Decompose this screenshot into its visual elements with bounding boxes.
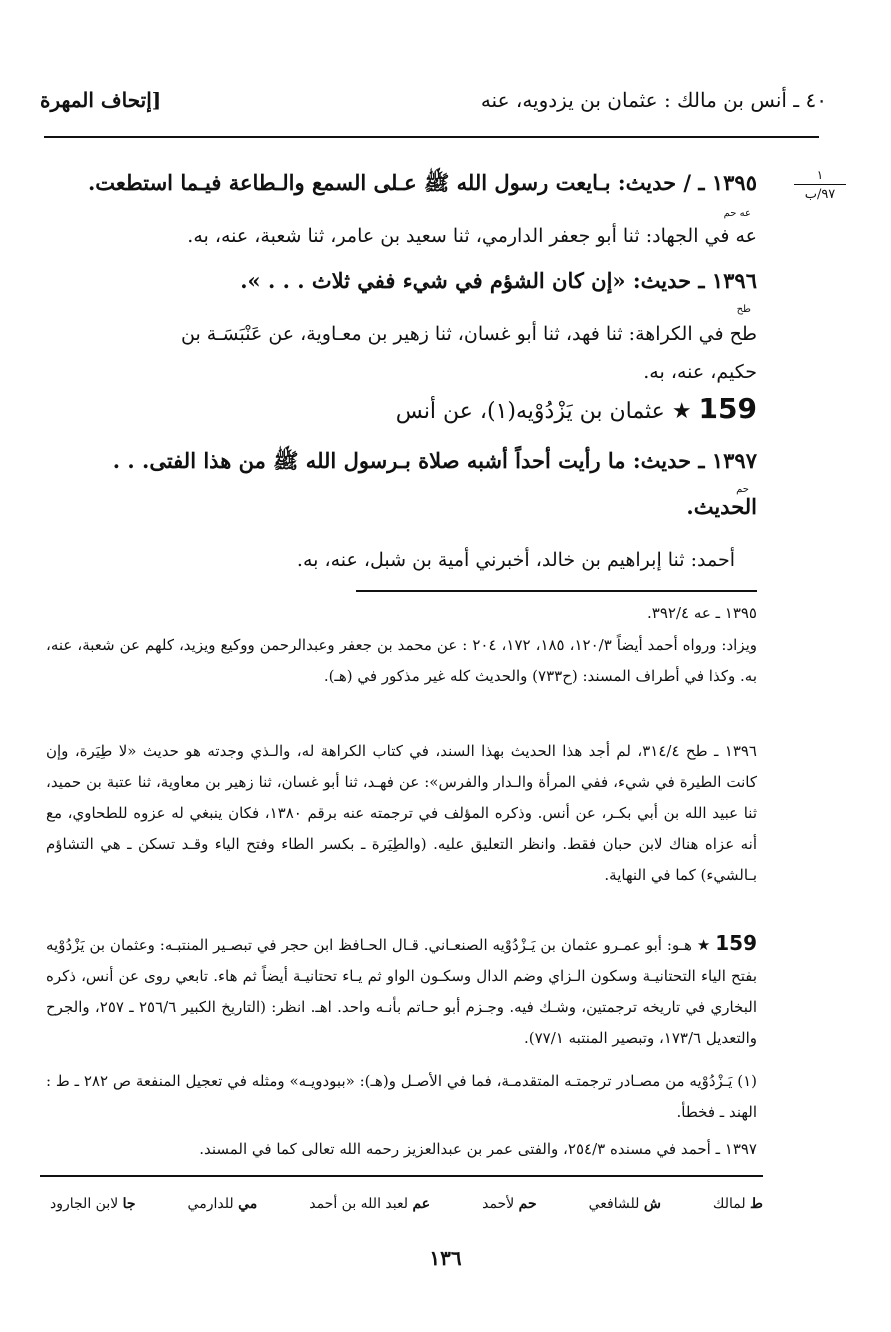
hadith-1396-mark: طح [736, 304, 751, 315]
hadith-1396-isnad-2: حكيم، عنه، به. [643, 361, 757, 383]
footnote-1395: ويزاد: ورواه أحمد أيضاً ١٢٠/٣، ١٨٥، ١٧٢، ٢٠٤ : عن محمد بن جعفر وعبدالرحمن ووكيع ويزيد، كلهم عن شعبة، عنه، به. وكذا في أطراف المسند: (ح٧٣٣) والحديث كله غير مذكور في (هـ). [46, 636, 758, 685]
header-divider [44, 136, 819, 138]
folio-line [794, 184, 846, 185]
hadith-1395-isnad: عه في الجهاد: ثنا أبو جعفر الدارمي، ثنا سعيد بن عامر، ثنا شعبة، عنه، به. [187, 225, 757, 247]
abbreviations-key [50, 1196, 763, 1222]
section-title: ٤٠ ـ أنس بن مالك : عثمان بن يزدويه، عنه [480, 88, 827, 112]
hadith-1395: ١٣٩٥ ـ / حديث: بـايعت رسول الله ﷺ عـلى السمع والـطاعة فيـما استطعت. [87, 170, 757, 195]
footnote-1396: ١٣٩٦ ـ طح ٣١٤/٤، لم أجد هذا الحديث بهذا السند، في كتاب الكراهة له، والـذي وجدته هو حديث «لا طِيَرة، وإن كانت الطيرة في شيء، ففي المرأة والـدار والفرس»: عن فهـد، ثنا أبو غسان، ثنا زهير بن معاوية، ثنا عتبة بن حميد، ثنا عبيد الله بن أبي بكـر، عن أنس. وذكره المؤلف في ترجمته عنه برقم ١٣٨٠، فكان ينبغي له عزوه للطحاوي، مع أنه عزاه هناك لابن حبان فقط. وانظر التعليق عليه. (والطِيَرة ـ بكسر الطاء وفتح الياء وقـد تسكن ـ هي التشاؤم بـالشيء) كما في النهاية. [46, 742, 757, 884]
chapter-title: عثمان بن يَزْدُوْيه(١)، عن أنس [395, 399, 665, 424]
footnote-note-1: (١) يَـزْدُوْيه من مصـادر ترجمتـه المتقدمـة، فما في الأصـل و(هـ): «ببودويـه» ومثله في تعجيل المنفعة ص ٢٨٢ ـ ط : الهند ـ فخطأ. [46, 1072, 757, 1121]
folio-reference [790, 168, 850, 202]
chapter-heading [52, 392, 757, 425]
chapter-number: 159 [698, 392, 757, 425]
footnote-159 [46, 928, 757, 1054]
footnote-1397: ١٣٩٧ ـ أحمد في مسنده ٢٥٤/٣، والفتى عمر بن عبدالعزيز رحمه الله تعالى كما في المسند. [199, 1140, 757, 1158]
footnote-159-text: هـو: أبو عمـرو عثمان بن يَـزْدُوْيه الصنعـاني. قـال الحـافظ ابن حجر في تبصـير المنتبـه: وعثمان بن يَزْدُوْيه بفتح الياء التحتانيـة وسكون الـزاي وضم الدال وسكـون الواو ثم يـاء تحتانيـة أيضاً ثم هاء. تابعي روى عن أنس، ذكره البخاري في تاريخه ترجمتين، وشـك فيه. وجـزم أبو حـاتم بأنـه واحد. اهـ. انظر: (التاريخ الكبير ٢٥٦/٦ ـ ٢٥٧، والجرح والتعديل ١٧٣/٦، وتبصير المنتبه ٧٧/١). [46, 936, 757, 1047]
hadith-1395-mark: عه حم [723, 208, 751, 219]
folio-ref: ٩٧/ب [804, 187, 836, 202]
abbr-item: جا لابن الجارود [50, 1196, 136, 1212]
abbreviations-divider [40, 1175, 763, 1177]
hadith-1397-mark: حم [736, 484, 749, 495]
hadith-1396-isnad: طح في الكراهة: ثنا فهد، ثنا أبو غسان، ثنا زهير بن معـاوية، عن عَنْبَسَـة بن [180, 323, 757, 345]
footnote-divider [356, 590, 757, 592]
abbr-item: ط لمالك [712, 1196, 763, 1212]
hadith-1396: ١٣٩٦ ـ حديث: «إن كان الشؤم في شيء ففي ثلاث . . . ». [240, 268, 757, 293]
abbr-item: مي للدارمي [187, 1196, 258, 1212]
running-header [40, 84, 827, 124]
footnote-1395-ref: ١٣٩٥ ـ عه ٣٩٢/٤. [647, 604, 757, 622]
book-title: [إتحاف المهرة [40, 88, 162, 112]
folio-sup: ١ [816, 168, 824, 182]
hadith-1397: ١٣٩٧ ـ حديث: ما رأيت أحداً أشبه صلاة بـرسول الله ﷺ من هذا الفتى. . . [112, 448, 757, 473]
abbr-item: حم لأحمد [482, 1196, 537, 1212]
abbr-item: ش للشافعي [588, 1196, 661, 1212]
footnote-159-number: 159 [715, 931, 757, 955]
hadith-1397-isnad: أحمد: ثنا إبراهيم بن خالد، أخبرني أمية بن شبل، عنه، به. [296, 549, 735, 571]
star-icon: ★ [696, 936, 711, 954]
page-number: ١٣٦ [429, 1246, 462, 1270]
hadith-1397-continued: الحديث. [686, 494, 757, 519]
abbr-item: عم لعبد الله بن أحمد [309, 1196, 431, 1212]
star-icon: ★ [671, 399, 692, 424]
